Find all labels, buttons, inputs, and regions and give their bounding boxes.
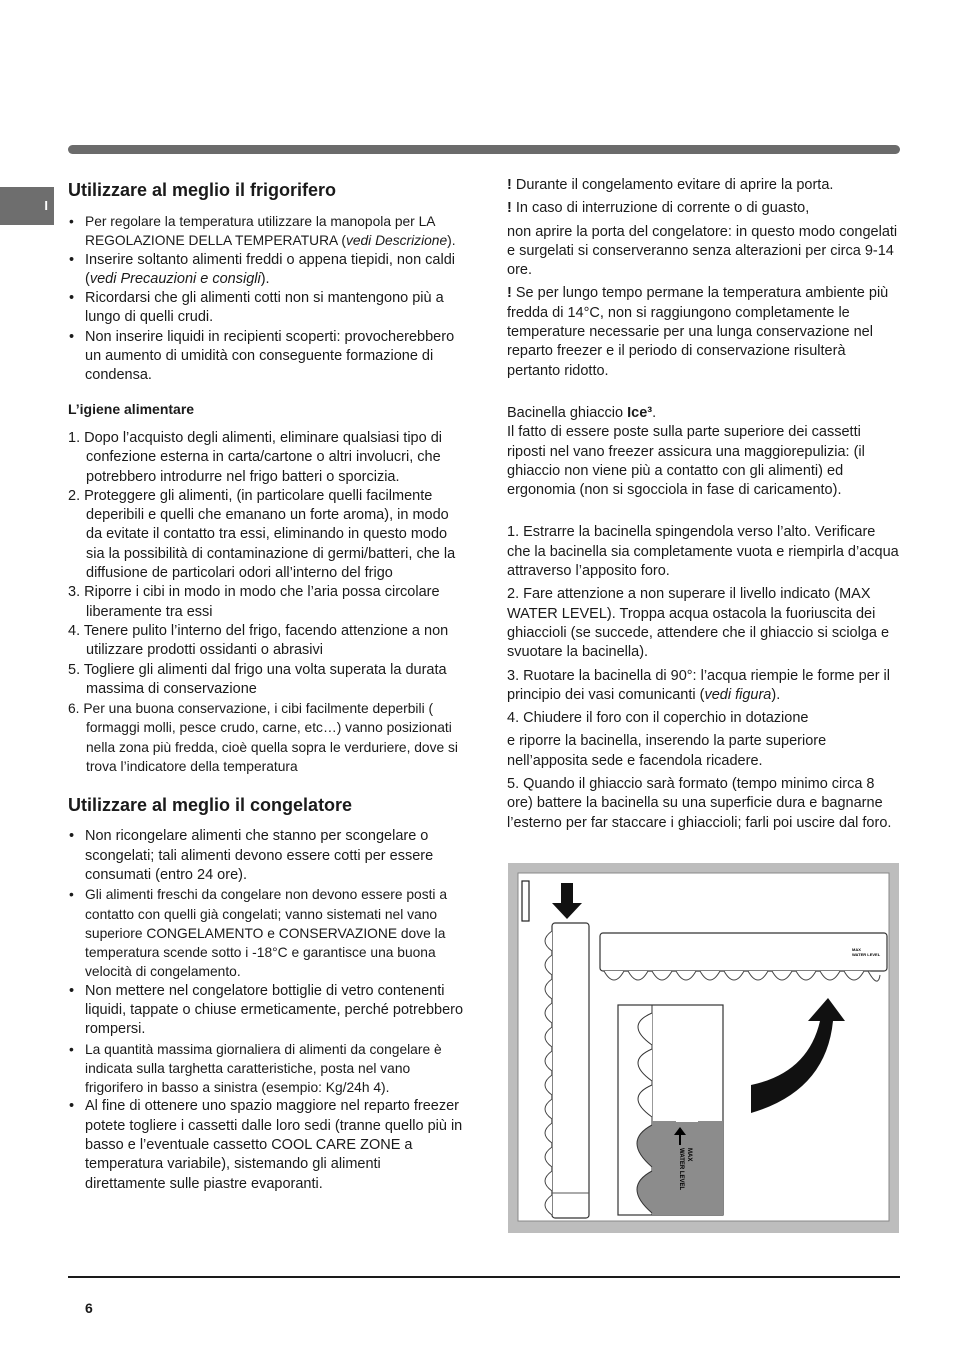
warning: ! In caso di interruzione di corrente o di guasto, bbox=[507, 200, 810, 217]
step: 1. Estrarre la bacinella spingendola verso l’alto. Verificare che la bacinella sia completamente vuota e riempirla d’acqua attraverso l’apposito foro. bbox=[507, 524, 899, 580]
step: 4. Chiudere il foro con il coperchio in dotazione bbox=[507, 710, 809, 727]
list-item: • Gli alimenti freschi da congelare non devono essere posti a contatto con quelli già congelati; vanno sistemati nel vano superiore CONGELAMENTO e CONSERVAZIONE dove la temperatura scende sotto i -18°C e garantisce una buona velocità di congelamento. bbox=[68, 885, 464, 981]
ice-tray-figure bbox=[508, 863, 899, 1233]
list-item: • Per regolare la temperatura utilizzare la manopola per LA REGOLAZIONE DELLA TEMPERATURA (vedi Descrizione). bbox=[68, 212, 464, 251]
list-item: • Non inserire liquidi in recipienti scoperti: provocherebbero un aumento di umidità con conseguente formazione di condensa. bbox=[68, 328, 464, 386]
paragraph: Il fatto di essere poste sulla parte superiore dei cassetti riposti nel vano freezer assicura una maggiorepulizia: (il ghiaccio non viene più a contatto con gli alimenti) ed ergonomia (non si sgocciola in fase di caricamento). bbox=[507, 424, 865, 499]
step: 2. Fare attenzione a non superare il livello indicato (MAX WATER LEVEL). Troppa acqua ostacola la fuoriuscita dei ghiaccioli (se succede, attendere che il ghiaccio si sciolga e svuotare la bacinella). bbox=[507, 586, 890, 661]
list-item: 2. Proteggere gli alimenti, (in particolare quelli facilmente deperibili e quelli che emanano un forte aroma), in modo da evitate il contatto tra essi, eliminando in questo modo sia la possibilità di contaminazione di germi/batteri, che la diffusione de particolari odori all’interno del frigo bbox=[68, 487, 456, 582]
list-item: • Inserire soltanto alimenti freddi o appena tiepidi, non caldi (vedi Precauzioni e consigli). bbox=[68, 251, 464, 290]
list-item: 5. Togliere gli alimenti dal frigo una volta superata la durata massima di conservazione bbox=[68, 661, 447, 697]
freezer-heading: Utilizzare al meglio il congelatore bbox=[68, 795, 353, 816]
list-item: 1. Dopo l’acquisto degli alimenti, eliminare qualsiasi tipo di confezione esterna in carta/cartone o altri involucri, che potrebbero introdurre nel frigo batteri o sporcizia. bbox=[68, 429, 442, 485]
left-column bbox=[68, 176, 464, 1194]
step: 3. Ruotare la bacinella di 90°: l’acqua riempie le forme per il principio dei vasi comunicanti (vedi figura). bbox=[507, 667, 890, 703]
list-item: • Al fine di ottenere uno spazio maggiore nel reparto freezer potete togliere i cassetti dalle loro sedi (tranne quello più in basso e l’eventuale cassetto COOL CARE ZONE a temperatura variabile), sistemando gli alimenti direttamente sulle piastre evaporanti. bbox=[68, 1097, 464, 1193]
ice-title: Bacinella ghiaccio Ice³. bbox=[507, 404, 657, 421]
step: e riporre la bacinella, inserendo la parte superiore nell’apposita sede e facendola ricadere. bbox=[507, 733, 827, 769]
paragraph: non aprire la porta del congelatore: in questo modo congelati e surgelati si conserveranno senza alterazioni per circa 9-14 ore. bbox=[507, 223, 898, 279]
list-item: • Ricordarsi che gli alimenti cotti non si mantengono più a lungo di quelli crudi. bbox=[68, 289, 464, 328]
fridge-list bbox=[68, 212, 464, 386]
list-item: 3. Riporre i cibi in modo in modo che l’aria possa circolare liberamente tra essi bbox=[68, 584, 440, 620]
step: 5. Quando il ghiaccio sarà formato (tempo minimo circa 8 ore) battere la bacinella su una superficie dura e bagnarne l’esterno per far staccare i ghiaccioli; farli poi uscire dal foro. bbox=[507, 776, 892, 831]
tray-label-max: MAX bbox=[686, 1148, 692, 1162]
hygiene-heading: L’igiene alimentare bbox=[68, 400, 195, 417]
list-item: 6. Per una buona conservazione, i cibi facilmente deperbili ( formaggi molli, pesce crudo, carne, etc…) vanno posizionati nella zona più fredda, cioè quella sopra le verduriere, dove si trova l’indicatore della temperatura bbox=[68, 701, 458, 775]
tray-label-max: MAX bbox=[852, 947, 861, 952]
tray-label-level: WATER LEVEL bbox=[678, 1148, 684, 1191]
tray-label-level: WATER LEVEL bbox=[852, 952, 881, 957]
page-number: 6 bbox=[85, 1300, 93, 1316]
list-item: • La quantità massima giornaliera di alimenti da congelare è indicata sulla targhetta caratteristiche, posta nel vano frigorifero in basso a sinistra (esempio: Kg/24h 4). bbox=[68, 1040, 464, 1098]
freezer-list bbox=[68, 827, 464, 1194]
list-item: 4. Tenere pulito l’interno del frigo, facendo attenzione a non utilizzare prodotti ossidanti o abrasivi bbox=[68, 622, 449, 659]
hygiene-list bbox=[68, 429, 464, 776]
fridge-heading: Utilizzare al meglio il frigorifero bbox=[68, 180, 337, 200]
right-column bbox=[507, 176, 899, 837]
list-item: • Non mettere nel congelatore bottiglie di vetro contenenti liquidi, tappate o chiuse ermeticamente, perché potrebbero rompersi. bbox=[68, 982, 464, 1040]
language-tab bbox=[0, 187, 54, 225]
footer-rule bbox=[68, 1276, 900, 1278]
list-item: • Non ricongelare alimenti che stanno per scongelare o scongelati; tali alimenti devono essere cotti per essere consumati (entro 24 ore). bbox=[68, 827, 464, 885]
warning: ! Durante il congelamento evitare di aprire la porta. bbox=[507, 177, 834, 193]
warning: ! Se per lungo tempo permane la temperatura ambiente più fredda di 14°C, non si raggiungono completamente le temperature necessarie per una lunga conservazione nel reparto freezer e il periodo di conservazione risulterà pertanto ridotto. bbox=[507, 285, 889, 379]
ice-tray-illustration bbox=[508, 863, 899, 1233]
header-rule bbox=[68, 145, 900, 154]
language-tab-label: I bbox=[44, 198, 48, 213]
